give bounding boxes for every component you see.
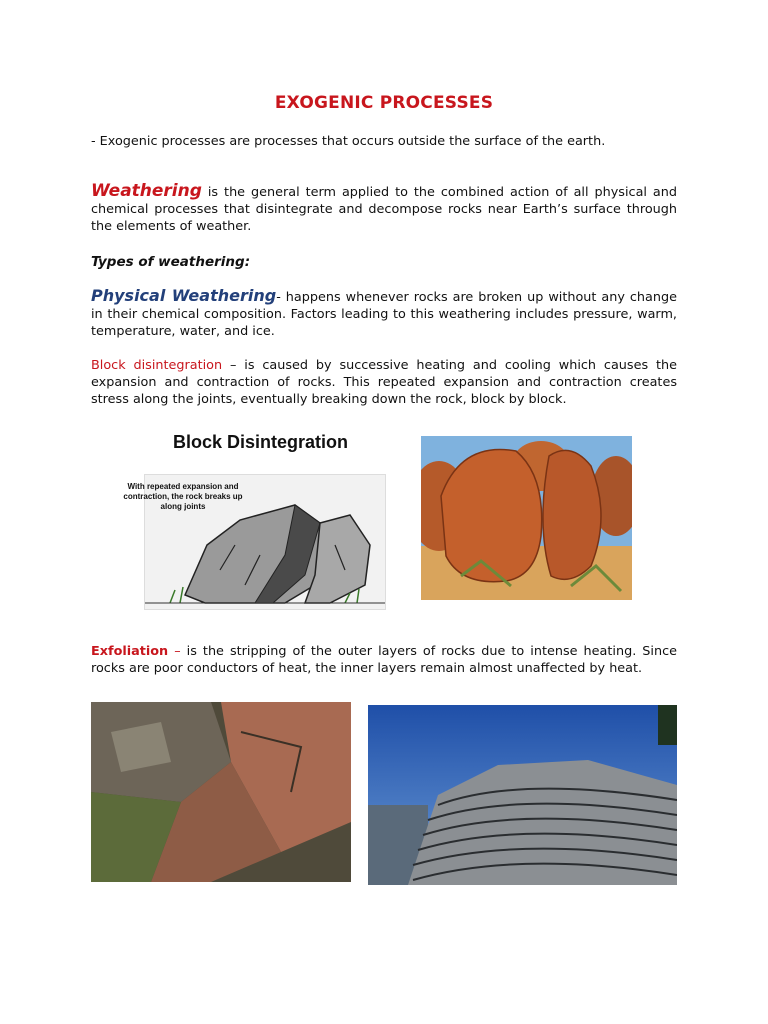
block-disintegration-diagram (91, 422, 393, 610)
exfoliating-rock-photo (91, 702, 351, 882)
block-disintegration-paragraph (91, 357, 677, 408)
weathering-text: is the general term applied to the combined action of all physical and chemical processes that disintegrate and decompose rocks near Earth’s surface through the elements of weather. (91, 185, 677, 234)
intro-paragraph: - Exogenic processes are processes that occurs outside the surface of the earth. (91, 134, 606, 149)
weathering-paragraph (91, 183, 677, 235)
diagram-title: Block Disintegration (173, 432, 349, 452)
split-boulder-photo (421, 436, 632, 600)
types-heading: Types of weathering: (91, 254, 251, 270)
layered-granite-photo (368, 705, 677, 885)
physical-weathering-text: - happens whenever rocks are broken up without any change in their chemical composition. Factors leading to this weathering includes pressure, warm, temperature, water, and ice. (91, 290, 677, 339)
block-disintegration-term: Block disintegration (91, 358, 223, 373)
exfoliation-paragraph (91, 643, 677, 677)
physical-weathering-paragraph (91, 287, 677, 340)
diagram-caption: With repeated expansion and contraction, the rock breaks up along joints (123, 482, 243, 511)
exfoliation-dash: – (168, 644, 181, 659)
weathering-term: Weathering (91, 181, 202, 201)
physical-weathering-term: Physical Weathering (91, 286, 277, 305)
exfoliation-term: Exfoliation (91, 644, 169, 659)
exfoliation-text: is the stripping of the outer layers of rocks due to intense heating. Since rocks are poor conductors of heat, the inner layers remain almost unaffected by heat. (91, 644, 677, 676)
page-title: EXOGENIC PROCESSES (274, 93, 494, 113)
block-disintegration-text: – is caused by successive heating and cooling which causes the expansion and contraction of rocks. This repeated expansion and contraction creates stress along the joints, eventually breaking down the rock, block by block. (91, 358, 677, 407)
